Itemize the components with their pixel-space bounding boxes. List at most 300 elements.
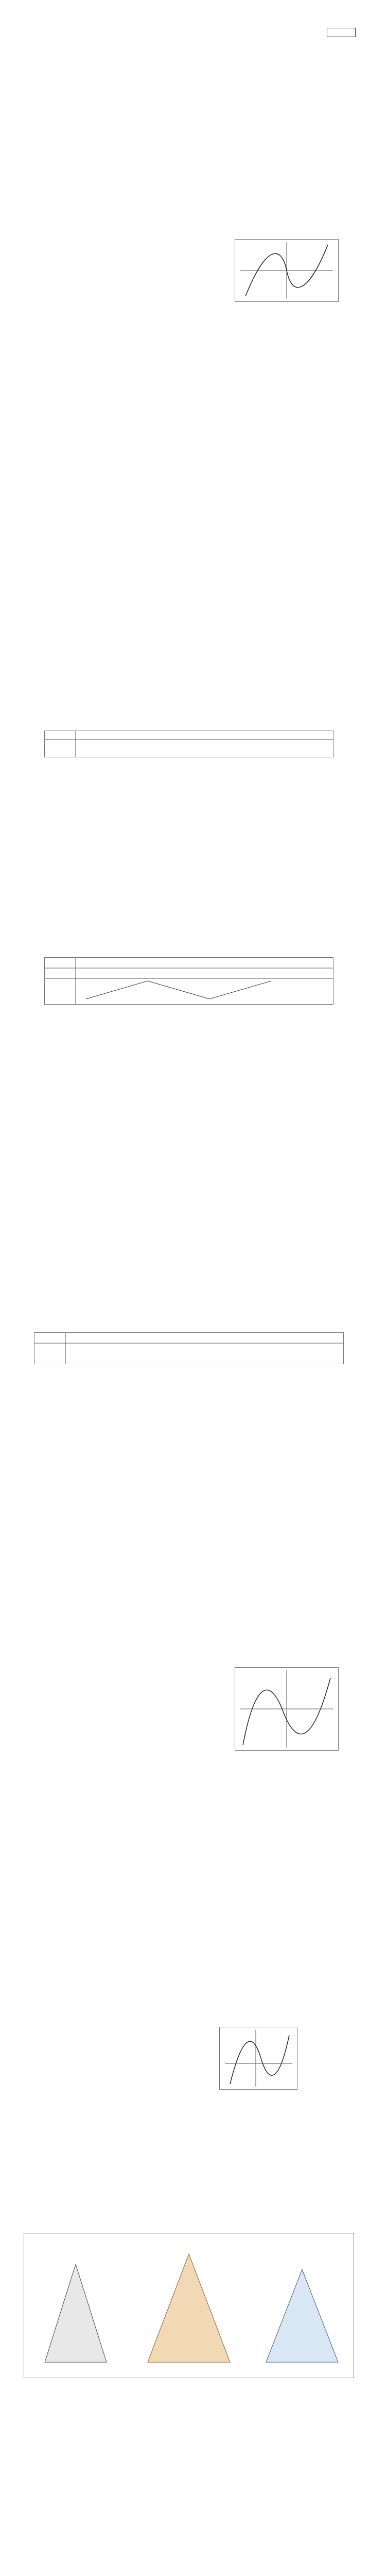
question-line [13,1515,356,1521]
question-line [13,1475,356,1481]
question-line [13,1191,356,1197]
question-line [13,709,356,715]
question-text [38,1354,356,1360]
question-line [13,1231,356,1238]
question-line [13,378,356,384]
question-line [13,2267,356,2273]
question-line [13,1836,356,1842]
question-line [13,1729,356,1735]
question-text [38,1017,356,1023]
question-text [38,592,356,599]
question-line [13,2280,356,2286]
question-line [13,2401,356,2407]
question-text [38,1850,356,1856]
question-line [13,1394,356,1400]
question-text [38,217,356,224]
question-text [38,1111,356,1117]
question-line [13,1017,356,1023]
question-line [13,2481,356,2487]
question-text [38,459,356,465]
question-text [38,150,356,157]
question-text [38,392,356,398]
question-line [13,937,356,943]
question-line [13,2200,356,2206]
question-line [13,2414,356,2420]
time-allowed [147,24,356,30]
question-line [13,1608,356,1615]
question-text [38,2562,356,2568]
question-line [13,217,356,224]
question-line [13,1434,356,1440]
question-line [13,682,356,688]
question-text [38,164,356,170]
question-text [38,1231,356,1238]
question-text [38,1716,356,1722]
question-line [13,1164,356,1171]
question-text [38,2495,356,2501]
question-text [38,1675,356,1682]
question-line [13,1756,356,1762]
question-text [38,2468,356,2474]
question-text [38,977,356,983]
question-text [38,418,356,425]
question-line [13,2562,356,2568]
question-line [13,1823,356,1829]
question-line [13,1662,356,1668]
question-text [38,351,356,358]
question-line [13,803,356,809]
questions [13,1327,356,1958]
question-line [13,2428,356,2434]
question-line [13,829,356,836]
question-line [13,298,356,304]
question-text [38,1178,356,1184]
question-line [13,1327,356,1333]
question-text [38,512,356,518]
question-line [13,990,356,996]
question-line [13,1084,356,1090]
question-line [13,2106,356,2112]
question-text [38,244,356,250]
question-text [38,682,356,688]
question-text [38,2414,356,2420]
question-text [38,1903,356,1909]
question-text [38,579,356,585]
question-line [13,472,356,478]
question-text [38,1783,356,1789]
page-footer [0,1306,369,1312]
question-text [38,1528,356,1534]
question-text [38,2521,356,2528]
question-line [13,1138,356,1144]
question-line [13,2521,356,2528]
question-line [13,1448,356,1454]
question-text [38,1999,356,2005]
question-line [13,2012,356,2019]
question-text [38,1836,356,1842]
question-line [13,856,356,862]
question-line [13,284,356,291]
question-text [38,1662,356,1668]
question-line [13,579,356,585]
question-line [13,2120,356,2126]
question-text [38,1863,356,1869]
question-text [38,231,356,237]
question-line [13,1890,356,1896]
question-line [13,1245,356,1251]
question-line [13,1057,356,1063]
exam-header [13,5,356,37]
question-line [13,2133,356,2139]
question-line [13,1541,356,1548]
page-footer [0,647,369,653]
question-text [38,405,356,411]
question-text [38,2280,356,2286]
question-line [13,405,356,411]
question-line [13,789,356,795]
question-line [13,539,356,545]
question-text [38,2066,356,2072]
question-text [38,1986,356,1992]
question-line [13,1796,356,1802]
question-line [13,485,356,492]
question-line [13,2146,356,2153]
question-line [13,870,356,876]
exam-sheet-3 [0,1317,369,1975]
question-text [38,311,356,317]
question-text [38,2508,356,2514]
question-line [13,1986,356,1992]
question-text [38,1394,356,1400]
question-line [13,512,356,518]
question-text [38,2200,356,2206]
question-line [13,1341,356,1347]
question-line [13,1151,356,1157]
question-line [13,2441,356,2447]
question-text [38,1408,356,1414]
question-line [13,459,356,465]
question-text [38,298,356,304]
question-line [13,1809,356,1816]
question-text [38,2361,356,2367]
question-text [38,1876,356,1883]
question-line [13,97,356,103]
question-line [13,526,356,532]
questions [13,1986,356,2576]
question-text [38,445,356,451]
question-text [38,1555,356,1561]
question-line [13,2548,356,2554]
question-text [38,923,356,929]
question-line [13,1716,356,1722]
subject [147,18,356,24]
question-line [13,2307,356,2313]
question-text [38,1809,356,1816]
question-line [13,2347,356,2353]
question-text [38,2026,356,2032]
question-text [38,2267,356,2273]
question-text [38,896,356,903]
question-text [38,177,356,183]
question-text [38,2133,356,2139]
question-text [38,1097,356,1104]
question-text [38,736,356,742]
question-text [38,789,356,795]
header-note [13,18,121,24]
question-text [38,566,356,572]
question-line [13,271,356,277]
question-line [13,2508,356,2514]
question-text [38,526,356,532]
question-line [13,1030,356,1037]
education-department [13,5,121,11]
question-text [38,137,356,143]
question-text [38,124,356,130]
question-line [13,325,356,331]
question-text [38,485,356,492]
question-line [13,1622,356,1628]
exam-sheet-2 [0,658,369,1317]
question-line [13,2187,356,2193]
question-line [13,977,356,983]
question-line [13,722,356,728]
question-line [13,1421,356,1427]
question-line [13,2468,356,2474]
question-line [13,749,356,755]
question-text [38,2253,356,2260]
question-text [38,883,356,889]
question-text [38,1582,356,1588]
question-line [13,736,356,742]
question-line [13,499,356,505]
exam-title [147,5,356,11]
question-text [38,870,356,876]
question-text [38,2441,356,2447]
question-line [13,2160,356,2166]
question-line [13,1408,356,1414]
question-line [13,1124,356,1130]
question-line [13,1111,356,1117]
question-text [38,2093,356,2099]
question-text [38,432,356,438]
question-text [38,1124,356,1130]
questions [13,43,356,641]
question-text [38,2428,356,2434]
question-text [38,1434,356,1440]
question-line [13,2173,356,2179]
question-line [13,70,356,76]
question-line [13,1999,356,2005]
question-text [38,1218,356,1224]
question-line [13,1582,356,1588]
question-text [38,2012,356,2019]
question-text [38,1890,356,1896]
question-line [13,1097,356,1104]
question-text [38,1421,356,1427]
question-text [38,709,356,715]
question-text [38,57,356,63]
question-text [38,1164,356,1171]
question-line [13,338,356,344]
question-text [38,910,356,916]
question-line [13,445,356,451]
question-line [13,883,356,889]
question-line [13,1595,356,1601]
question-text [38,1689,356,1695]
question-line [13,696,356,702]
question-text [38,271,356,277]
question-line [13,418,356,425]
question-text [38,539,356,545]
question-text [38,1461,356,1467]
question-line [13,2066,356,2072]
question-text [38,2106,356,2112]
question-text [38,963,356,970]
question-text [38,1608,356,1615]
question-text [38,499,356,505]
question-text [38,1541,356,1548]
question-text [38,472,356,478]
exam-sheet-1 [0,0,369,658]
question-text [38,83,356,90]
question-line [13,2093,356,2099]
question-line [13,1702,356,1708]
question-line [13,1635,356,1641]
question-text [38,843,356,849]
question-text [38,1756,356,1762]
question-text [38,1568,356,1574]
question-line [13,1742,356,1749]
question-text [38,2374,356,2380]
question-line [13,1205,356,1211]
question-line [13,1004,356,1010]
question-text [38,2347,356,2353]
question-text [38,1341,356,1347]
question-text [38,2053,356,2059]
question-text [38,1138,356,1144]
question-text [38,1622,356,1628]
question-text [38,950,356,956]
question-text [38,1823,356,1829]
question-line [13,2535,356,2541]
question-line [13,1044,356,1050]
question-line [13,2454,356,2461]
question-text [38,43,356,49]
question-line [13,1675,356,1682]
question-text [38,258,356,264]
question-line [13,2253,356,2260]
question-text [38,2294,356,2300]
question-text [38,669,356,675]
school-year [147,11,356,18]
question-text [38,1702,356,1708]
question-line [13,1381,356,1387]
question-line [13,619,356,625]
question-text [38,2454,356,2461]
question-line [13,110,356,116]
question-text [38,2548,356,2554]
question-text [38,1796,356,1802]
question-text [38,1595,356,1601]
question-line [13,843,356,849]
question-text [38,696,356,702]
question-line [13,1568,356,1574]
question-text [38,2187,356,2193]
question-line [13,2053,356,2059]
question-line [13,1218,356,1224]
question-line [13,566,356,572]
question-text [38,1367,356,1374]
question-text [38,2160,356,2166]
question-text [38,1381,356,1387]
question-text [38,2240,356,2246]
question-text [38,1729,356,1735]
question-text [38,2535,356,2541]
question-text [38,378,356,384]
question-text [38,1515,356,1521]
question-line [13,432,356,438]
question-line [13,2361,356,2367]
question-line [13,1863,356,1869]
question-text [38,1057,356,1063]
question-text [38,829,356,836]
question-line [13,2240,356,2246]
question-text [38,284,356,291]
question-line [13,244,356,250]
question-line [13,2294,356,2300]
question-text [38,1649,356,1655]
question-text [38,2387,356,2394]
question-text [38,1769,356,1775]
question-text [38,1245,356,1251]
question-line [13,950,356,956]
question-line [13,1555,356,1561]
question-line [13,2039,356,2045]
question-text [38,2401,356,2407]
question-line [13,2227,356,2233]
question-text [38,1151,356,1157]
question-line [13,896,356,903]
question-text [38,97,356,103]
question-text [38,722,356,728]
question-text [38,856,356,862]
question-line [13,311,356,317]
question-line [13,164,356,170]
question-text [38,2481,356,2487]
question-text [38,2227,356,2233]
question-text [38,1030,356,1037]
question-line [13,816,356,822]
question-line [13,2495,356,2501]
question-text [38,606,356,612]
question-line [13,1876,356,1883]
question-line [13,2387,356,2394]
question-text [38,2334,356,2340]
question-line [13,669,356,675]
question-text [38,1044,356,1050]
question-line [13,231,356,237]
question-text [38,816,356,822]
question-text [38,204,356,210]
question-line [13,83,356,90]
question-line [13,1354,356,1360]
question-text [38,619,356,625]
question-line [13,258,356,264]
question-text [38,325,356,331]
question-text [38,2039,356,2045]
question-line [13,2374,356,2380]
question-line [13,1528,356,1534]
